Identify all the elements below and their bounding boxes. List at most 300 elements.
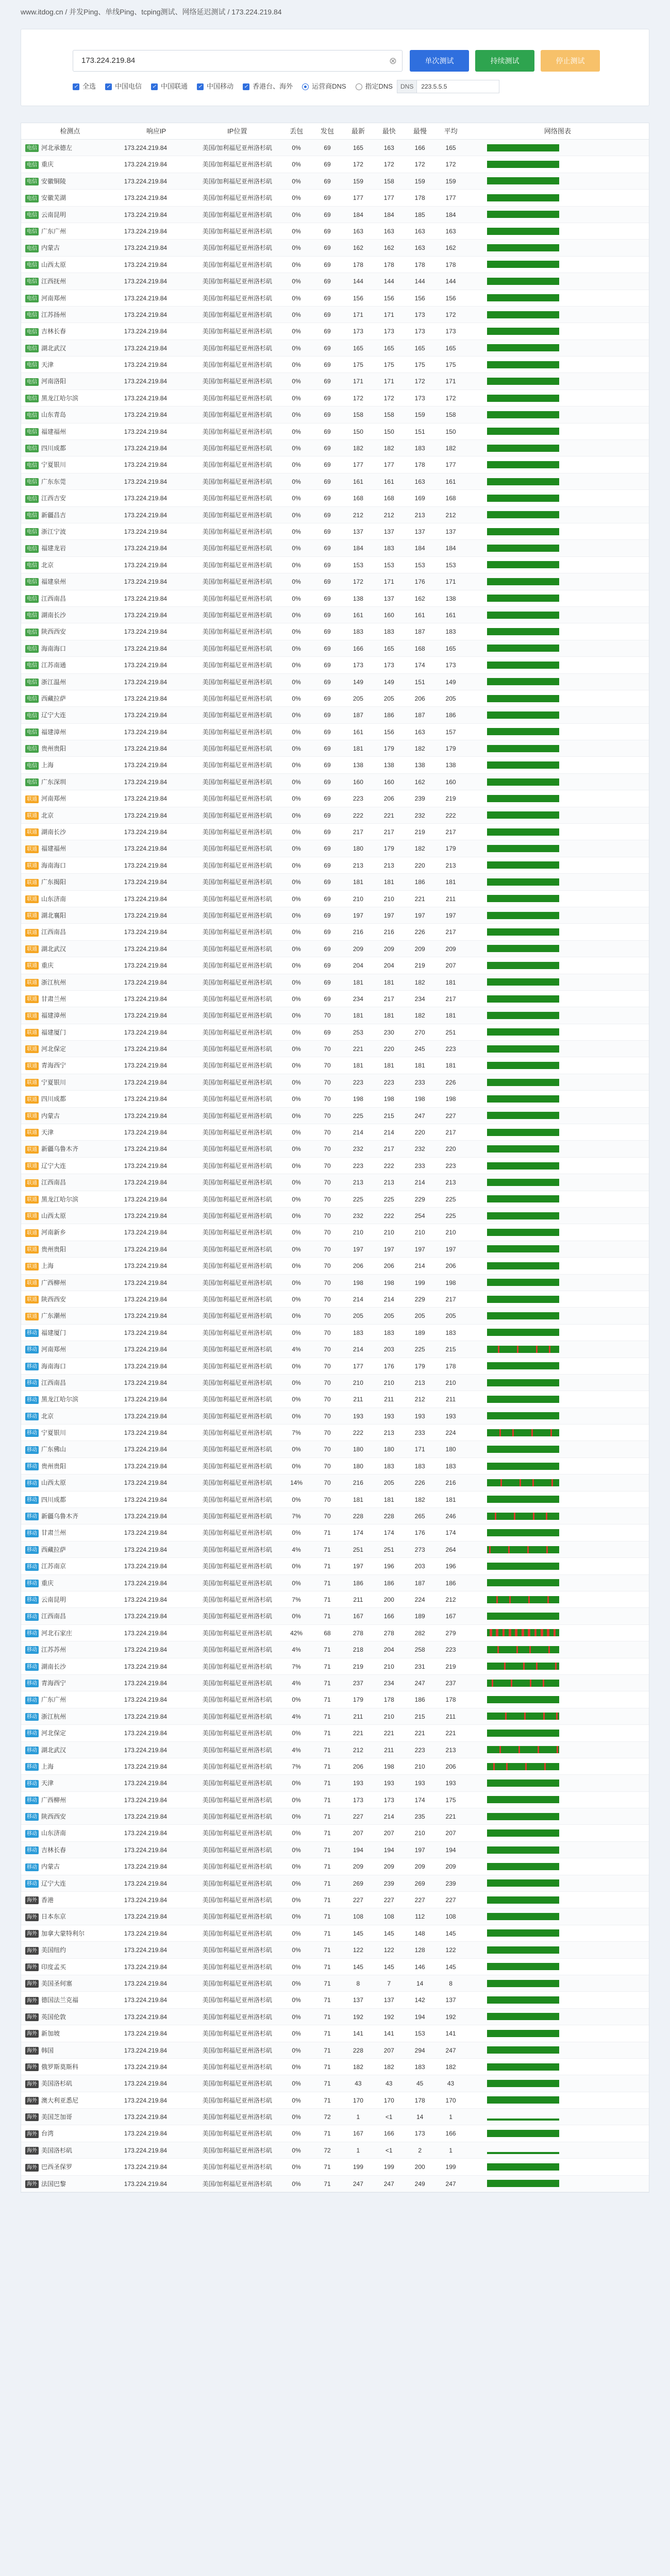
ip-location: 美国/加利福尼亚州洛杉矶	[202, 761, 272, 769]
latency-bar	[487, 761, 559, 769]
table-row	[21, 323, 649, 340]
latency-bar	[487, 294, 559, 301]
isp-tag: 电信	[25, 762, 39, 770]
ip-location: 美国/加利福尼亚州洛杉矶	[202, 928, 272, 936]
network-chart	[466, 1241, 649, 1257]
table-row	[21, 1758, 649, 1775]
network-chart	[466, 974, 649, 990]
network-chart	[466, 1708, 649, 1724]
latency-cell: 200	[414, 2163, 425, 2171]
latency-cell: 193	[414, 1412, 425, 1420]
sent-cell: 69	[324, 478, 331, 485]
latency-cell: 142	[414, 1996, 425, 2004]
node-name: 移动 广东广州	[21, 1691, 119, 1707]
latency-cell: 227	[353, 1813, 363, 1821]
sent-cell: 69	[324, 511, 331, 519]
latency-bar	[487, 1996, 559, 2004]
node-name: 电信 安徽芜湖	[21, 190, 119, 206]
sent-cell: 72	[324, 2113, 331, 2121]
latency-cell: 228	[383, 1513, 394, 1520]
table-row	[21, 1541, 649, 1558]
latency-bar	[487, 244, 559, 251]
ip-location: 美国/加利福尼亚州洛杉矶	[202, 1863, 272, 1871]
latency-cell: 258	[414, 1646, 425, 1654]
latency-bar	[487, 1613, 559, 1620]
latency-cell: 225	[353, 1112, 363, 1120]
loss-cell: 0%	[292, 2163, 301, 2171]
latency-cell: 171	[383, 378, 394, 385]
isp-tag: 海外	[25, 2030, 39, 2038]
latency-cell: 199	[445, 2163, 456, 2171]
isp-tag: 移动	[25, 1480, 39, 1487]
latency-bar	[487, 1412, 559, 1419]
col-chart: 网络图表	[544, 127, 571, 135]
latency-cell: 181	[445, 978, 456, 986]
latency-cell: 161	[353, 611, 363, 619]
latency-cell: 173	[353, 328, 363, 335]
sent-cell: 70	[324, 1078, 331, 1086]
ip-location: 美国/加利福尼亚州洛杉矶	[202, 1362, 272, 1370]
table-row	[21, 390, 649, 406]
latency-cell: 8	[356, 1979, 360, 1987]
latency-cell: 1	[449, 2146, 453, 2154]
latency-cell: 187	[414, 1579, 425, 1587]
latency-cell: 145	[353, 1963, 363, 1971]
response-ip: 173.224.219.84	[124, 761, 167, 769]
latency-cell: 253	[353, 1028, 363, 1036]
latency-cell: 144	[353, 278, 363, 285]
isp-tag: 联通	[25, 862, 39, 870]
latency-cell: 181	[353, 1062, 363, 1070]
col-latest: 最新	[351, 127, 365, 135]
network-chart	[466, 1108, 649, 1124]
response-ip: 173.224.219.84	[124, 1496, 167, 1503]
network-chart	[466, 941, 649, 957]
latency-cell: 183	[353, 1329, 363, 1336]
loss-cell: 0%	[292, 761, 301, 769]
latency-bar	[487, 1446, 559, 1453]
network-chart	[466, 2042, 649, 2058]
loss-cell: 0%	[292, 511, 301, 519]
table-row	[21, 2092, 649, 2109]
latency-cell: 178	[414, 461, 425, 469]
latency-cell: 213	[445, 861, 456, 869]
ip-location: 美国/加利福尼亚州洛杉矶	[202, 895, 272, 903]
response-ip: 173.224.219.84	[124, 1563, 167, 1570]
isp-tag: 联通	[25, 1162, 39, 1170]
node-name: 联通 贵州贵阳	[21, 1241, 119, 1257]
latency-cell: 150	[383, 428, 394, 435]
latency-cell: 265	[414, 1513, 425, 1520]
latency-cell: 168	[383, 495, 394, 502]
latency-bar	[487, 645, 559, 652]
latency-bar	[487, 628, 559, 635]
ip-location: 美国/加利福尼亚州洛杉矶	[202, 1730, 272, 1737]
sent-cell: 69	[324, 928, 331, 936]
loss-cell: 4%	[292, 1546, 301, 1553]
node-name: 联通 天津	[21, 1124, 119, 1140]
latency-cell: 173	[445, 328, 456, 335]
latency-cell: 200	[383, 1596, 394, 1603]
sent-cell: 69	[324, 411, 331, 419]
latency-bar	[487, 662, 559, 669]
latency-cell: 234	[353, 995, 363, 1003]
isp-tag: 海外	[25, 2113, 39, 2121]
ip-location: 美国/加利福尼亚州洛杉矶	[202, 394, 272, 402]
check-mobile[interactable]: ✓ 中国移动	[197, 79, 233, 94]
latency-bar	[487, 2096, 559, 2104]
network-chart	[466, 1575, 649, 1591]
ip-location: 美国/加利福尼亚州洛杉矶	[202, 1012, 272, 1020]
node-name: 联通 福建福州	[21, 840, 119, 856]
response-ip: 173.224.219.84	[124, 1162, 167, 1170]
isp-tag: 联通	[25, 1229, 39, 1237]
isp-tag: 电信	[25, 578, 39, 586]
response-ip: 173.224.219.84	[124, 1479, 167, 1487]
latency-cell: 166	[414, 144, 425, 151]
response-ip: 173.224.219.84	[124, 211, 167, 218]
latency-cell: 172	[414, 378, 425, 385]
node-name: 联通 福建厦门	[21, 1024, 119, 1040]
latency-cell: 220	[414, 861, 425, 869]
radio-custom-dns[interactable]: 指定DNS	[356, 79, 393, 94]
response-ip: 173.224.219.84	[124, 711, 167, 719]
response-ip: 173.224.219.84	[124, 1863, 167, 1871]
latency-cell: 210	[414, 1829, 425, 1837]
isp-tag: 移动	[25, 1446, 39, 1454]
check-unicom[interactable]: ✓ 中国联通	[151, 79, 188, 94]
latency-cell: 170	[445, 2096, 456, 2104]
loss-cell: 0%	[292, 2063, 301, 2071]
sent-cell: 70	[324, 1195, 331, 1203]
table-row	[21, 473, 649, 490]
latency-cell: 193	[445, 1412, 456, 1420]
latency-bar	[487, 1730, 559, 1737]
network-chart	[466, 223, 649, 239]
ip-location: 美国/加利福尼亚州洛杉矶	[202, 1412, 272, 1420]
latency-cell: 223	[353, 795, 363, 803]
continuous-test-button[interactable]: 持续测试	[475, 50, 534, 72]
node-name: 联通 湖南长沙	[21, 824, 119, 840]
col-average: 平均	[444, 127, 458, 135]
search-input[interactable]	[73, 50, 403, 72]
latency-bar	[487, 2013, 559, 2020]
sent-cell: 71	[324, 1546, 331, 1553]
network-chart	[466, 390, 649, 406]
latency-cell: 43	[355, 2080, 362, 2088]
dns-input[interactable]: 223.5.5.5	[417, 80, 499, 93]
loss-cell: 0%	[292, 811, 301, 819]
latency-bar	[487, 2180, 559, 2187]
table-row	[21, 1992, 649, 2008]
network-chart	[466, 1158, 649, 1174]
sent-cell: 71	[324, 1896, 331, 1904]
latency-cell: 210	[414, 1762, 425, 1770]
latency-cell: 216	[383, 928, 394, 936]
response-ip: 173.224.219.84	[124, 344, 167, 352]
latency-cell: 193	[353, 1780, 363, 1787]
radio-isp-dns[interactable]: 运营商DNS	[302, 79, 346, 94]
latency-cell: 269	[353, 1879, 363, 1887]
table-row	[21, 257, 649, 273]
sent-cell: 69	[324, 144, 331, 151]
node-name: 海外 巴西圣保罗	[21, 2159, 119, 2175]
latency-cell: 177	[445, 194, 456, 202]
sent-cell: 71	[324, 1979, 331, 1987]
loss-cell: 0%	[292, 1996, 301, 2004]
table-row	[21, 1892, 649, 1908]
latency-cell: 198	[353, 1095, 363, 1103]
top-bar	[0, 0, 670, 24]
isp-tag: 移动	[25, 1379, 39, 1387]
table-row	[21, 1208, 649, 1224]
latency-cell: 183	[445, 1462, 456, 1470]
loss-cell: 0%	[292, 1145, 301, 1153]
node-name: 海外 美国圣何塞	[21, 1975, 119, 1991]
latency-cell: 153	[414, 2030, 425, 2038]
latency-bar	[487, 344, 559, 351]
node-name: 电信 宁夏银川	[21, 456, 119, 472]
response-ip: 173.224.219.84	[124, 1446, 167, 1453]
sent-cell: 68	[324, 1629, 331, 1637]
response-ip: 173.224.219.84	[124, 1396, 167, 1403]
response-ip: 173.224.219.84	[124, 1012, 167, 1020]
ip-location: 美国/加利福尼亚州洛杉矶	[202, 861, 272, 869]
latency-cell: 205	[383, 1312, 394, 1320]
sent-cell: 71	[324, 1946, 331, 1954]
latency-bar	[487, 144, 559, 151]
latency-cell: 216	[353, 928, 363, 936]
isp-tag: 移动	[25, 1663, 39, 1671]
latency-cell: 186	[414, 1696, 425, 1704]
brand[interactable]: www.itdog.cn	[21, 8, 63, 16]
latency-cell: 213	[445, 1179, 456, 1187]
sent-cell: 70	[324, 1379, 331, 1386]
loss-cell: 0%	[292, 495, 301, 502]
response-ip: 173.224.219.84	[124, 177, 167, 185]
latency-cell: 161	[414, 611, 425, 619]
latency-bar	[487, 1145, 559, 1153]
latency-cell: 270	[414, 1028, 425, 1036]
latency-cell: 234	[383, 1679, 394, 1687]
table-row	[21, 1825, 649, 1841]
latency-bar	[487, 1829, 559, 1837]
latency-cell: 213	[383, 1429, 394, 1437]
table-row	[21, 874, 649, 890]
table-row	[21, 1842, 649, 1858]
response-ip: 173.224.219.84	[124, 461, 167, 469]
ip-location: 美国/加利福尼亚州洛杉矶	[202, 411, 272, 419]
latency-cell: 247	[383, 2180, 394, 2188]
latency-cell: 224	[414, 1596, 425, 1603]
latency-cell: 213	[414, 511, 425, 519]
latency-cell: 171	[445, 378, 456, 385]
latency-cell: 177	[353, 194, 363, 202]
latency-cell: 181	[383, 878, 394, 886]
clear-icon[interactable]: ⊗	[389, 56, 397, 66]
sent-cell: 71	[324, 1696, 331, 1704]
node-name: 联通 上海	[21, 1258, 119, 1274]
ip-location: 美国/加利福尼亚州洛杉矶	[202, 378, 272, 385]
check-all[interactable]: ✓ 全选	[73, 79, 96, 94]
loss-cell: 0%	[292, 628, 301, 636]
response-ip: 173.224.219.84	[124, 1762, 167, 1770]
node-name: 移动 山西太原	[21, 1475, 119, 1490]
latency-cell: 186	[383, 1579, 394, 1587]
latency-cell: 215	[383, 1112, 394, 1120]
network-chart	[466, 1258, 649, 1274]
latency-cell: 182	[414, 745, 425, 753]
network-chart	[466, 2109, 649, 2125]
latency-cell: 128	[414, 1946, 425, 1954]
sent-cell: 69	[324, 861, 331, 869]
loss-cell: 0%	[292, 1730, 301, 1737]
node-name: 联通 青海西宁	[21, 1057, 119, 1073]
node-name: 电信 江苏扬州	[21, 307, 119, 323]
isp-tag: 联通	[25, 1179, 39, 1187]
latency-cell: 138	[414, 761, 425, 769]
latency-cell: 183	[414, 2063, 425, 2071]
response-ip: 173.224.219.84	[124, 595, 167, 602]
sent-cell: 71	[324, 2013, 331, 2021]
isp-tag: 联通	[25, 1096, 39, 1104]
isp-tag: 移动	[25, 1863, 39, 1871]
latency-cell: 209	[353, 1863, 363, 1871]
node-name: 联通 辽宁大连	[21, 1158, 119, 1174]
isp-tag: 联通	[25, 1313, 39, 1320]
table-row	[21, 507, 649, 523]
latency-cell: 225	[383, 1195, 394, 1203]
latency-cell: 193	[383, 1412, 394, 1420]
latency-cell: 197	[353, 1563, 363, 1570]
network-chart	[466, 490, 649, 506]
table-row	[21, 357, 649, 373]
response-ip: 173.224.219.84	[124, 778, 167, 786]
response-ip: 173.224.219.84	[124, 1045, 167, 1053]
node-name: 电信 河南郑州	[21, 290, 119, 306]
response-ip: 173.224.219.84	[124, 1279, 167, 1286]
response-ip: 173.224.219.84	[124, 995, 167, 1003]
network-chart	[466, 1992, 649, 2008]
response-ip: 173.224.219.84	[124, 445, 167, 452]
latency-cell: 178	[445, 1362, 456, 1370]
sent-cell: 71	[324, 1613, 331, 1620]
isp-tag: 电信	[25, 195, 39, 202]
checkbox-icon	[105, 83, 112, 90]
latency-cell: 193	[414, 1780, 425, 1787]
sent-cell: 70	[324, 1362, 331, 1370]
response-ip: 173.224.219.84	[124, 878, 167, 886]
ip-location: 美国/加利福尼亚州洛杉矶	[202, 361, 272, 369]
latency-cell: 173	[383, 1796, 394, 1804]
network-chart	[466, 373, 649, 389]
latency-cell: <1	[385, 2146, 393, 2154]
latency-cell: 150	[353, 428, 363, 435]
loss-cell: 0%	[292, 2080, 301, 2088]
latency-cell: 207	[445, 962, 456, 970]
ip-location: 美国/加利福尼亚州洛杉矶	[202, 1112, 272, 1120]
latency-cell: 166	[445, 2130, 456, 2138]
latency-bar	[487, 395, 559, 402]
table-row	[21, 307, 649, 323]
loss-cell: 0%	[292, 2130, 301, 2138]
ip-location: 美国/加利福尼亚州洛杉矶	[202, 1946, 272, 1954]
latency-bar	[487, 1713, 559, 1720]
latency-cell: 160	[383, 611, 394, 619]
latency-bar	[487, 1929, 559, 1937]
loss-cell: 0%	[292, 595, 301, 602]
node-name: 电信 海南海口	[21, 640, 119, 656]
node-name: 联通 重庆	[21, 957, 119, 973]
isp-tag: 移动	[25, 1646, 39, 1654]
network-chart	[466, 740, 649, 756]
latency-bar	[487, 1212, 559, 1219]
latency-bar	[487, 1529, 559, 1536]
isp-tag: 移动	[25, 1613, 39, 1621]
node-name: 电信 新疆昌吉	[21, 507, 119, 523]
ip-location: 美国/加利福尼亚州洛杉矶	[202, 962, 272, 970]
latency-cell: 220	[383, 1045, 394, 1053]
latency-cell: 230	[383, 1028, 394, 1036]
network-chart	[466, 507, 649, 523]
loss-cell: 0%	[292, 1012, 301, 1020]
latency-cell: 45	[416, 2080, 424, 2088]
check-telecom[interactable]: ✓ 中国电信	[105, 79, 142, 94]
latency-cell: 181	[445, 1062, 456, 1070]
response-ip: 173.224.219.84	[124, 1579, 167, 1587]
loss-cell: 0%	[292, 227, 301, 235]
latency-cell: 173	[353, 1796, 363, 1804]
loss-cell: 7%	[292, 1513, 301, 1520]
loss-cell: 0%	[292, 1796, 301, 1804]
latency-cell: 176	[383, 1362, 394, 1370]
latency-bar	[487, 811, 559, 819]
latency-cell: 159	[414, 411, 425, 419]
latency-bar	[487, 1896, 559, 1904]
latency-cell: 193	[445, 1780, 456, 1787]
sent-cell: 69	[324, 662, 331, 669]
response-ip: 173.224.219.84	[124, 1028, 167, 1036]
isp-tag: 电信	[25, 144, 39, 152]
latency-cell: 194	[353, 1846, 363, 1854]
single-test-button[interactable]: 单次测试	[410, 50, 469, 72]
network-chart	[466, 1558, 649, 1574]
node-name: 电信 浙江温州	[21, 674, 119, 690]
isp-tag: 联通	[25, 879, 39, 887]
latency-cell: 180	[383, 1446, 394, 1453]
check-overseas[interactable]: ✓ 香港台、海外	[243, 79, 293, 94]
node-name: 移动 新疆乌鲁木齐	[21, 1508, 119, 1524]
ip-location: 美国/加利福尼亚州洛杉矶	[202, 1979, 272, 1987]
loss-cell: 0%	[292, 361, 301, 369]
isp-tag: 电信	[25, 462, 39, 469]
ip-location: 美国/加利福尼亚州洛杉矶	[202, 528, 272, 535]
latency-cell: 172	[383, 161, 394, 168]
sent-cell: 70	[324, 1212, 331, 1219]
latency-cell: 173	[414, 311, 425, 318]
stop-test-button[interactable]: 停止测试	[541, 50, 600, 72]
network-chart	[466, 1074, 649, 1090]
isp-tag: 移动	[25, 1830, 39, 1838]
ip-location: 美国/加利福尼亚州洛杉矶	[202, 194, 272, 202]
latency-cell: 183	[383, 1329, 394, 1336]
ip-location: 美国/加利福尼亚州洛杉矶	[202, 461, 272, 469]
latency-cell: 149	[353, 678, 363, 686]
latency-bar	[487, 1863, 559, 1870]
latency-cell: 221	[383, 1730, 394, 1737]
node-name: 电信 广东东莞	[21, 473, 119, 489]
loss-cell: 0%	[292, 1412, 301, 1420]
